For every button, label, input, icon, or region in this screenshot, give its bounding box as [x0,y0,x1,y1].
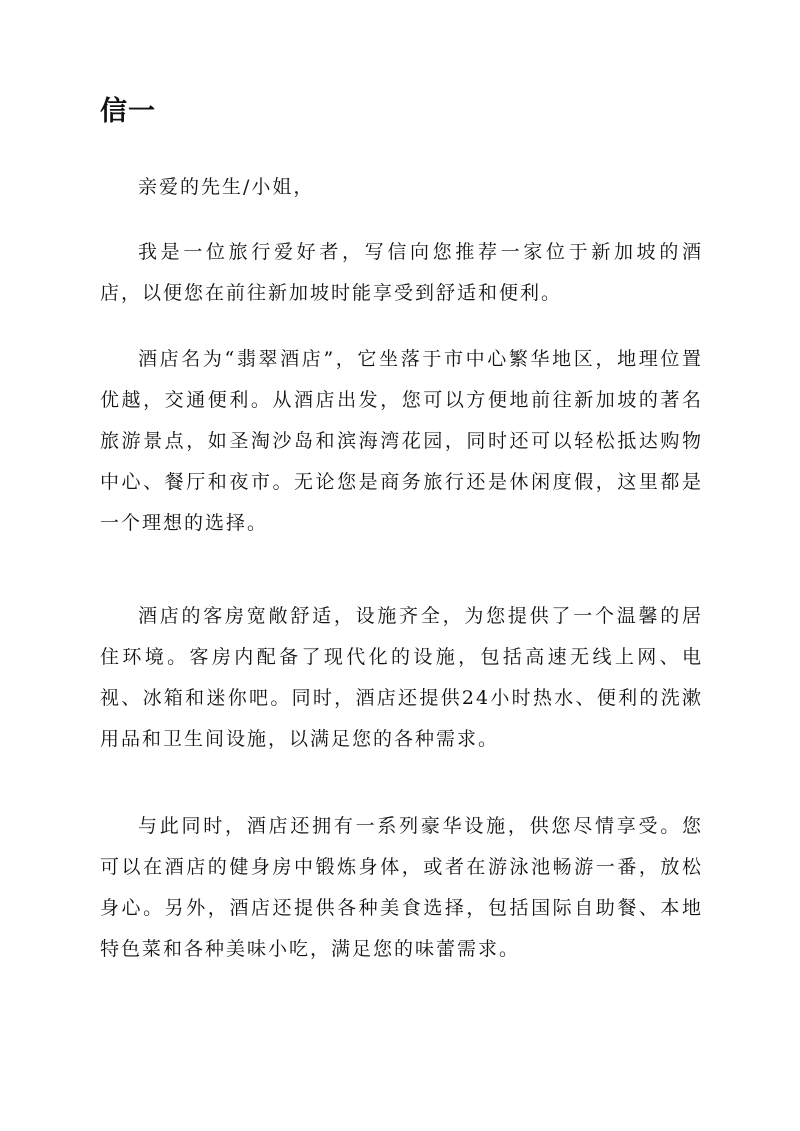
paragraph-rooms: 酒店的客房宽敞舒适，设施齐全，为您提供了一个温馨的居住环境。客房内配备了现代化的设施，包括高速无线上网、电视、冰箱和迷你吧。同时，酒店还提供24小时热水、便利的洗漱用品和卫生间设施，以满足您的各种需求。 [100,605,703,750]
salutation: 亲爱的先生/小姐， [138,176,315,198]
paragraph-facilities: 与此同时，酒店还拥有一系列豪华设施，供您尽情享受。您可以在酒店的健身房中锻炼身体，或者在游泳池畅游一番，放松身心。另外，酒店还提供各种美食选择，包括国际自助餐、本地特色菜和各种美味小吃，满足您的味蕾需求。 [100,815,703,960]
paragraph-location: 酒店名为“翡翠酒店”，它坐落于市中心繁华地区，地理位置优越，交通便利。从酒店出发，您可以方便地前往新加坡的著名旅游景点，如圣淘沙岛和滨海湾花园，同时还可以轻松抵达购物中心、餐厅和夜市。无论您是商务旅行还是休闲度假，这里都是一个理想的选择。 [100,348,703,534]
page-title: 信一 [100,96,156,127]
paragraph-introduction: 我是一位旅行爱好者，写信向您推荐一家位于新加坡的酒店，以便您在前往新加坡时能享受到舒适和便利。 [100,241,703,304]
